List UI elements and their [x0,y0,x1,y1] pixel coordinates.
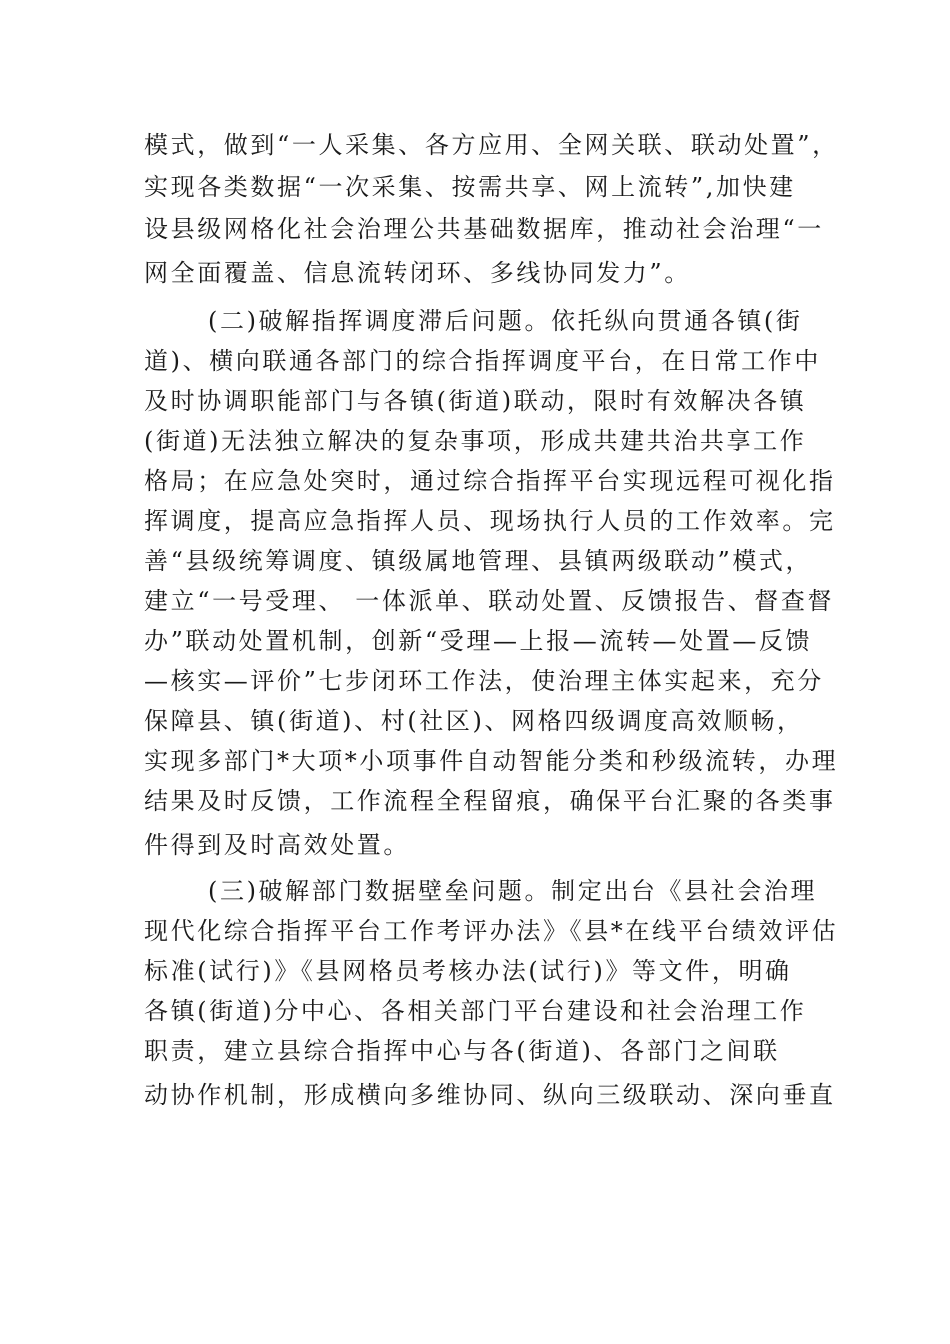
text-line: 实现各类数据“一次采集、按需共享、网上流转”,加快建 [144,173,796,201]
text-line: 标准(试行)》《县网格员考核办法(试行)》等文件，明确 [144,957,792,985]
text-line: 挥调度，提高应急指挥人员、现场执行人员的工作效率。完 [144,507,836,535]
text-line: 网全面覆盖、信息流转闭环、多线协同发力”。 [144,259,691,287]
section-heading-line: (二)破解指挥调度滞后问题。依托纵向贯通各镇(街 [208,307,803,335]
text-line: —核实—评价”七步闭环工作法，使治理主体实起来，充分 [144,667,824,695]
text-line: 动协作机制，形成横向多维协同、纵向三级联动、深向垂直 [144,1081,836,1109]
text-line: 善“县级统筹调度、镇级属地管理、县镇两级联动”模式， [144,547,813,575]
text-line: 实现多部门*大项*小项事件自动智能分类和秒级流转，办理 [144,747,839,775]
text-line: 结果及时反馈，工作流程全程留痕，确保平台汇聚的各类事 [144,787,836,815]
text-line: 模式，做到“一人采集、各方应用、全网关联、联动处置”， [144,131,839,159]
section-heading-line: (三)破解部门数据壁垒问题。制定出台《县社会治理 [208,877,818,905]
text-line: 设县级网格化社会治理公共基础数据库，推动社会治理“一 [144,215,824,243]
text-line: 及时协调职能部门与各镇(街道)联动，限时有效解决各镇 [144,387,807,415]
text-line: 办”联动处置机制，创新“受理—上报—流转—处置—反馈 [144,627,813,655]
text-line: 各镇(街道)分中心、各相关部门平台建设和社会治理工作 [144,997,807,1025]
text-line: 格局；在应急处突时，通过综合指挥平台实现远程可视化指 [144,467,836,495]
text-line: 建立“一号受理、 一体派单、联动处置、反馈报告、督查督 [144,587,835,615]
text-line: 保障县、镇(街道)、村(社区)、网格四级调度高效顺畅， [144,707,804,735]
text-line: 职责，建立县综合指挥中心与各(街道)、各部门之间联 [144,1037,780,1065]
text-line: 现代化综合指挥平台工作考评办法》《县*在线平台绩效评估 [144,917,839,945]
text-line: (街道)无法独立解决的复杂事项，形成共建共治共享工作 [144,427,807,455]
text-line: 件得到及时高效处置。 [144,831,410,859]
text-line: 道)、横向联通各部门的综合指挥调度平台，在日常工作中 [144,347,821,375]
